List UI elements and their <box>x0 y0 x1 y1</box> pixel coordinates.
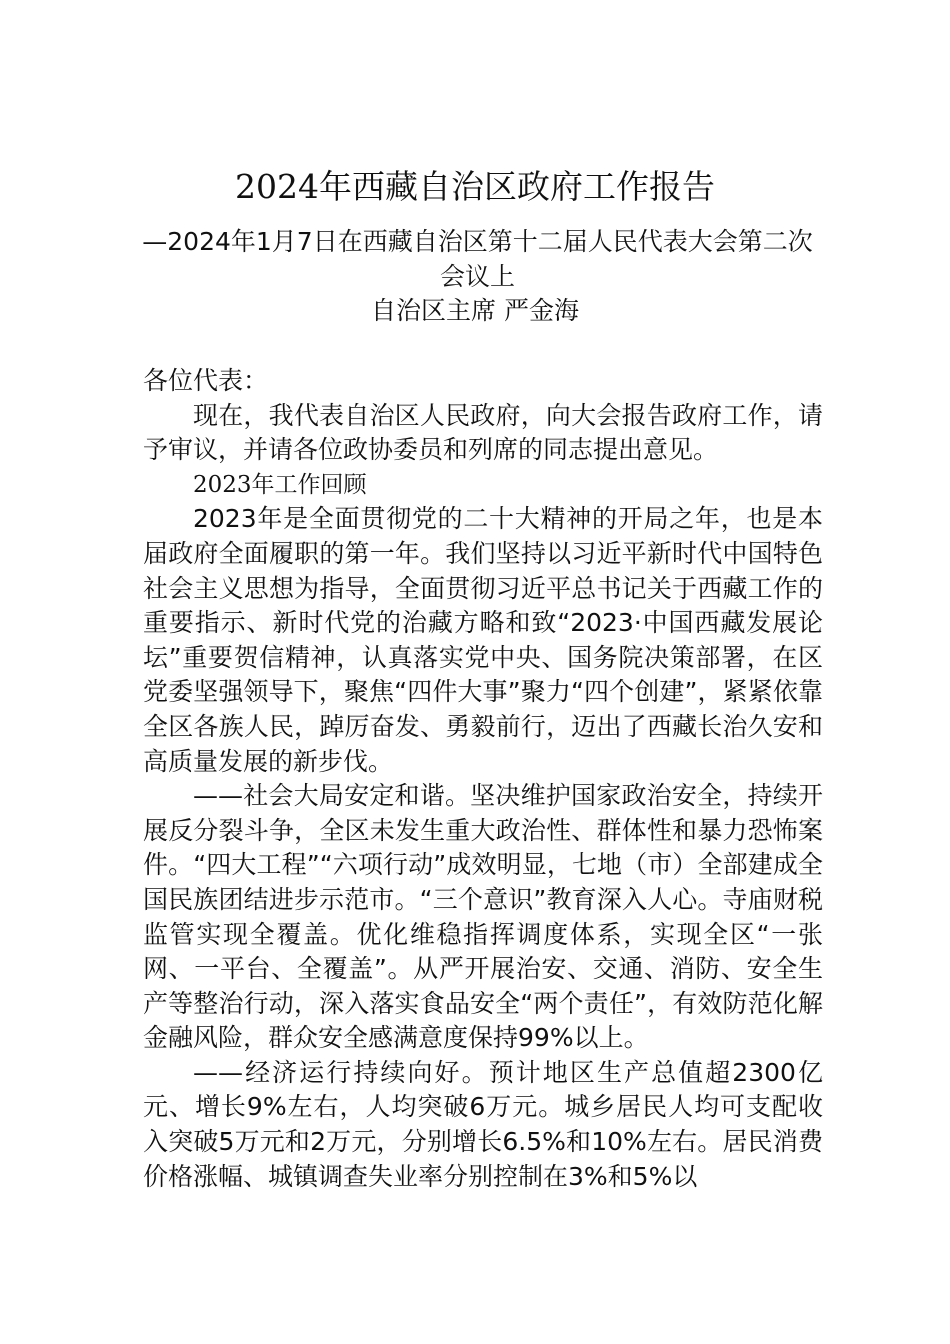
document-author: 自治区主席 严金海 <box>371 296 579 325</box>
section-heading: 2023年工作回顾 <box>193 471 367 498</box>
paragraph-economy: ——经济运行持续向好。预计地区生产总值超2300亿元、增长9%左右，人均突破6万元。城乡居民人均可支配收入突破5万元和2万元，分别增长6.5%和10%左右。居民消费价格涨幅、城镇调查失业率分别控制在3%和5%以 <box>143 1057 823 1191</box>
salutation: 各位代表： <box>143 366 269 395</box>
paragraph-intro: 现在，我代表自治区人民政府，向大会报告政府工作，请予审议，并请各位政协委员和列席的同志提出意见。 <box>143 400 823 465</box>
document-title: 2024年西藏自治区政府工作报告 <box>235 167 715 206</box>
paragraph-overview: 2023年是全面贯彻党的二十大精神的开局之年，也是本届政府全面履职的第一年。我们坚持以习近平新时代中国特色社会主义思想为指导，全面贯彻习近平总书记关于西藏工作的重要指示、新时代党的治藏方略和致“2023·中国西藏发展论坛”重要贺信精神，认真落实党中央、国务院决策部署，在区党委坚强领导下，聚焦“四件大事”聚力“四个创建”，紧紧依靠全区各族人民，踔厉奋发、勇毅前行，迈出了西藏长治久安和高质量发展的新步伐。 <box>143 504 823 776</box>
document-body <box>143 364 823 1194</box>
document-subtitle: —2024年1月7日在西藏自治区第十二届人民代表大会第二次会议上 <box>142 227 813 291</box>
paragraph-social-stability: ——社会大局安定和谐。坚决维护国家政治安全，持续开展反分裂斗争，全区未发生重大政治性、群体性和暴力恐怖案件。“四大工程”“六项行动”成效明显，七地（市）全部建成全国民族团结进步示范市。“三个意识”教育深入人心。寺庙财税监管实现全覆盖。优化维稳指挥调度体系，实现全区“一张网、一平台、全覆盖”。从严开展治安、交通、消防、安全生产等整治行动，深入落实食品安全“两个责任”，有效防范化解金融风险，群众安全感满意度保持99%以上。 <box>143 781 823 1053</box>
